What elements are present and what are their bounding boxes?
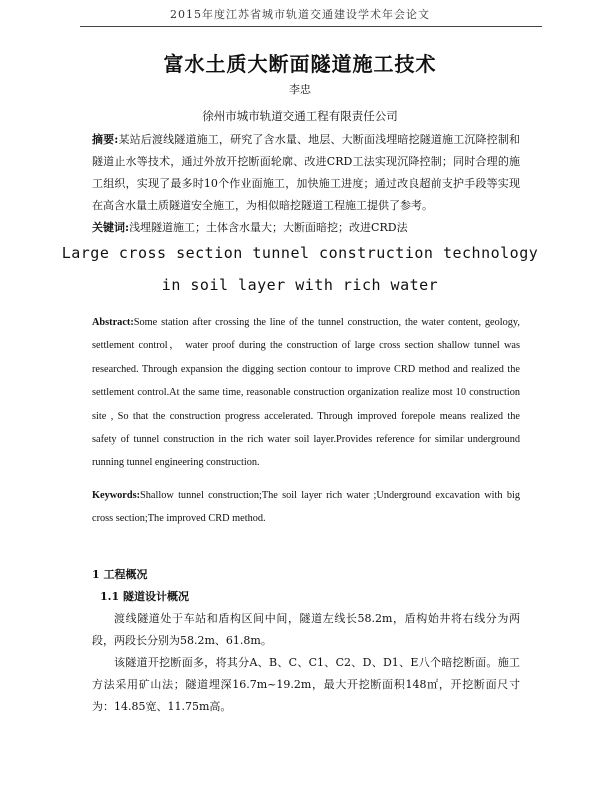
section-heading-1-1: 1.1 隧道设计概况 (100, 590, 189, 603)
running-header: 2015年度江苏省城市轨道交通建设学术年会论文 (170, 8, 430, 21)
keywords-english (92, 484, 520, 531)
abstract-chinese-text: 某站后渡线隧道施工，研究了含水量、地层、大断面浅埋暗挖隧道施工沉降控制和隧道止水等技术，通过外放开挖断面轮廓、改进CRD工法实现沉降控制；同时合理的施工组织，实现了最多时10个作业面施工，加快施工进度；通过改良超前支护手段等实现在高含水量土质隧道安全施工，为相似暗挖隧道工程施工提供了参考。 (92, 133, 520, 212)
abstract-english-label: Abstract: (92, 317, 134, 328)
author-affiliation: 徐州市城市轨道交通工程有限责任公司 (202, 109, 398, 123)
paper-title-english-line2: in soil layer with rich water (161, 276, 439, 294)
author-name: 李忠 (289, 83, 311, 96)
header-rule (80, 26, 542, 27)
abstract-chinese-label: 摘要: (92, 133, 119, 146)
paper-title-chinese: 富水土质大断面隧道施工技术 (163, 52, 437, 76)
keywords-chinese (92, 217, 520, 239)
body-paragraph-1: 渡线隧道处于车站和盾构区间中间，隧道左线长58.2m，盾构始井将右线分为两段，两段长分别为58.2m、61.8m。 (92, 612, 520, 647)
keywords-chinese-text: 浅埋隧道施工；土体含水量大；大断面暗挖；改进CRD法 (129, 221, 408, 234)
body-paragraph-2: 该隧道开挖断面多，将其分A、B、C、C1、C2、D、D1、E八个暗挖断面。施工方法采用矿山法；隧道埋深16.7m~19.2m，最大开挖断面积148㎡，开挖断面尺寸为：14.85宽、11.75m高。 (92, 656, 520, 713)
keywords-english-text: Shallow tunnel construction;The soil layer rich water ;Underground excavation with big cross section;The improved CRD method. (92, 490, 520, 525)
section-heading-1: 1 工程概况 (92, 568, 148, 581)
abstract-chinese (92, 129, 520, 217)
abstract-english-text: Some station after crossing the line of the tunnel construction, the water content, geology, settlement control， water proof during the construction of large cross section shallow tunnel was researched. Through expansion the digging section contour to improve CRD method and realized the settlement control.At the same time, reasonable construction organization realize most 10 construction site , So that the construction progress accelerated. Through improved forepole means realized the safety of tunnel construction in the rich water soil layer.Provides reference for similar underground running tunnel engineering construction. (92, 317, 520, 469)
keywords-english-label: Keywords: (92, 490, 141, 501)
paper-title-english-line1: Large cross section tunnel construction technology (61, 244, 539, 262)
abstract-english (92, 311, 520, 475)
keywords-chinese-label: 关键词: (92, 221, 130, 234)
